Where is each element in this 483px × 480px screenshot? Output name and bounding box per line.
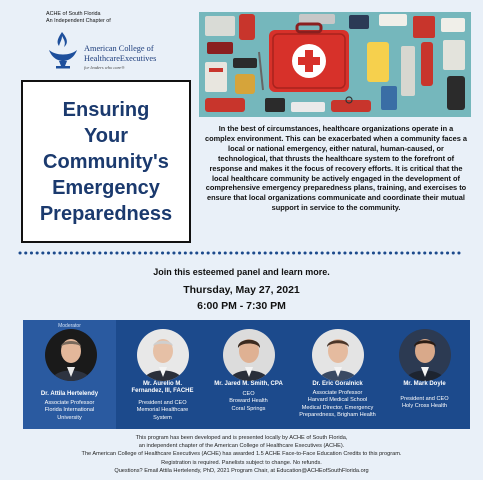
title-line: Your: [83, 124, 129, 147]
speaker-card: [25, 320, 114, 429]
footer-line: Registration is required. Panelists subject to change. No refunds.: [161, 459, 322, 466]
speaker-title: CEO Broward Health Coral Springs: [229, 391, 268, 412]
chapter-name: ACHE of South Florida: [46, 11, 101, 17]
speaker-panel: [23, 320, 470, 429]
footer-line: This program has been developed and is presented locally by ACHE of South Florida,: [135, 435, 348, 441]
program-footer: [20, 434, 463, 475]
lamp-flame-icon: [44, 30, 82, 72]
speaker-title: President and CEO Memorial Healthcare System: [136, 400, 189, 421]
speaker-card: [380, 320, 469, 429]
footer-line: The American College of Healthcare Executives (ACHE) has awarded 1.5 ACHE Face-to-Face Education Credits to this program.: [81, 451, 402, 458]
dotted-divider: [18, 250, 465, 256]
event-title: [21, 80, 191, 243]
speaker-card: [293, 320, 382, 429]
title-line: Community's: [43, 150, 169, 173]
speaker-card: [118, 320, 207, 429]
speaker-name: Mr. Jared M. Smith, CPA: [214, 381, 283, 387]
speaker-title: Associate Professor Florida International University: [44, 400, 95, 421]
chapter-info: [46, 11, 111, 25]
intro-paragraph: In the best of circumstances, healthcare organizations operate in a complex environment. This can be exacerbated when a community faces a local or national emergency, either natural, human-caused, or technological, that thrusts the healthcare system to the forefront of response and makes it the focus of recovery efforts. It is critical that the local healthcare community be actively engaged in the development of comprehensive emergency preparedness plans, training, and exercises to ensure that local organizations communicate and coordinate their mutual support in service to the community.: [204, 124, 468, 213]
speaker-name: Dr. Attila Hertelendy: [40, 391, 99, 397]
title-line: Ensuring: [62, 98, 150, 121]
speaker-photo: [223, 329, 275, 381]
title-line: Emergency: [52, 176, 160, 199]
speaker-photo: [399, 329, 451, 381]
speaker-name: Mr. Mark Doyle: [403, 381, 446, 387]
title-line: Preparedness: [39, 202, 173, 225]
footer-line: an independent chapter of the American College of Healthcare Executives (ACHE).: [138, 443, 345, 450]
speaker-name: Dr. Eric Goralnick: [312, 381, 363, 387]
speaker-name: Mr. Aurelio M. Fernandez, III, FACHE: [131, 381, 194, 395]
logo-tagline: for leaders who care®: [84, 65, 125, 70]
event-date: Thursday, May 27, 2021: [183, 284, 300, 296]
event-time: 6:00 PM - 7:30 PM: [197, 300, 286, 312]
logo-name: American College of HealthcareExecutives: [84, 44, 157, 63]
speaker-photo: [45, 329, 97, 381]
chapter-affiliation: An Independent Chapter of: [46, 18, 111, 24]
speaker-title: Associate Professor Harvard Medical School Medical Director, Emergency Preparedness, Brigham Health: [299, 390, 376, 418]
speaker-card: [204, 320, 293, 429]
footer-line: Questions? Email Attila Hertelendy, PhD, 2021 Program Chair, at Education@ACHEofSouthFlorida.org: [114, 467, 369, 474]
ache-logo: [44, 30, 194, 74]
speaker-photo: [137, 329, 189, 381]
speaker-title: President and CEO Holy Cross Health: [400, 396, 449, 410]
speaker-photo: [312, 329, 364, 381]
emergency-kit-image: [199, 12, 471, 117]
moderator-label: Moderator: [58, 323, 81, 329]
invite-text: Join this esteemed panel and learn more.: [153, 267, 330, 277]
